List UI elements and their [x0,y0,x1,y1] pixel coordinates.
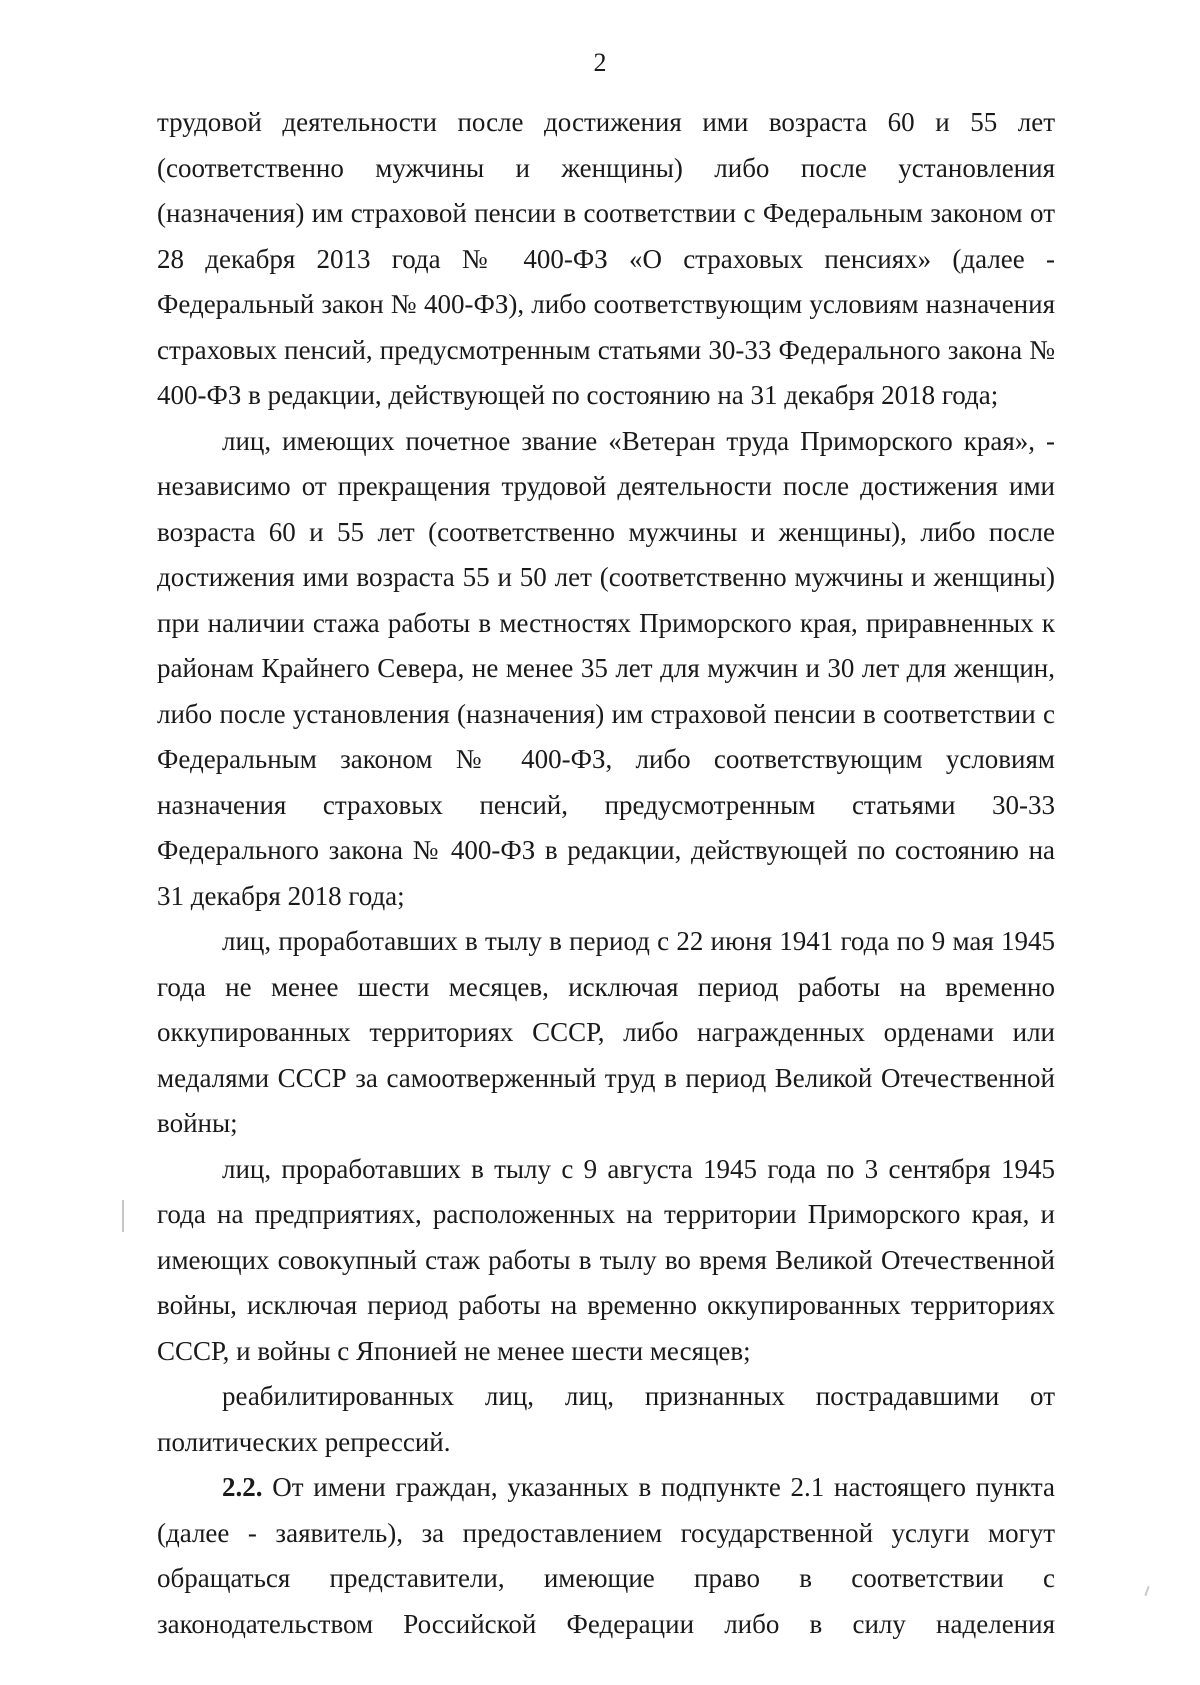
section-2-2-text: От имени граждан, указанных в подпункте 2.1 настоящего пункта (далее - заявитель), за предоставлением государственной услуги могут обращаться представители, имеющие право в соответствии с законодательством Российской Федерации либо в силу наделения [157,1472,1055,1639]
page-number: 2 [593,48,607,77]
paragraph-continuation-labor-veterans: трудовой деятельности после достижения ими возраста 60 и 55 лет (соответственно мужчины и женщины) либо после установления (назначения) им страховой пенсии в соответствии с Федеральным законом от 28 декабря 2013 года № 400-ФЗ «О страховых пенсиях» (далее - Федеральный закон № 400-ФЗ), либо соответствующим условиям назначения страховых пенсий, предусмотренным статьями 30-33 Федерального закона № 400-ФЗ в редакции, действующей по состоянию на 31 декабря 2018 года; [157,107,1055,410]
scan-edge-mark [122,1200,124,1232]
paragraph-rehabilitated-persons: реабилитированных лиц, лиц, признанных пострадавшими от политических репрессий. [157,1381,1055,1457]
paragraph-section-2-2 [157,1465,1055,1647]
section-number: 2.2. [222,1472,263,1502]
paragraph-home-front-workers: лиц, проработавших в тылу в период с 22 июня 1941 года по 9 мая 1945 года не менее шести месяцев, исключая период работы на временно оккупированных территориях СССР, либо награжденных орденами или медалями СССР за самоотверженный труд в период Великой Отечественной войны; [157,926,1055,1138]
paragraph-primorsky-labor-veterans: лиц, имеющих почетное звание «Ветеран труда Приморского края», - независимо от прекращения трудовой деятельности после достижения ими возраста 60 и 55 лет (соответственно мужчины и женщины), либо после достижения ими возраста 55 и 50 лет (соответственно мужчины и женщины) при наличии стажа работы в местностях Приморского края, приравненных к районам Крайнего Севера, не менее 35 лет для мужчин и 30 лет для женщин, либо после установления (назначения) им страховой пенсии в соответствии с Федеральным законом № 400-ФЗ, либо соответствующим условиям назначения страховых пенсий, предусмотренным статьями 30-33 Федерального закона № 400-ФЗ в редакции, действующей по состоянию на 31 декабря 2018 года; [157,425,1055,911]
document-body [157,100,1055,1647]
paragraph-home-front-workers-1945: лиц, проработавших в тылу с 9 августа 1945 года по 3 сентября 1945 года на предприятиях, расположенных на территории Приморского края, и имеющих совокупный стаж работы в тылу во время Великой Отечественной войны, исключая период работы на временно оккупированных территориях СССР, и войны с Японией не менее шести месяцев; [157,1153,1055,1366]
scan-edge-mark [1144,1586,1149,1596]
